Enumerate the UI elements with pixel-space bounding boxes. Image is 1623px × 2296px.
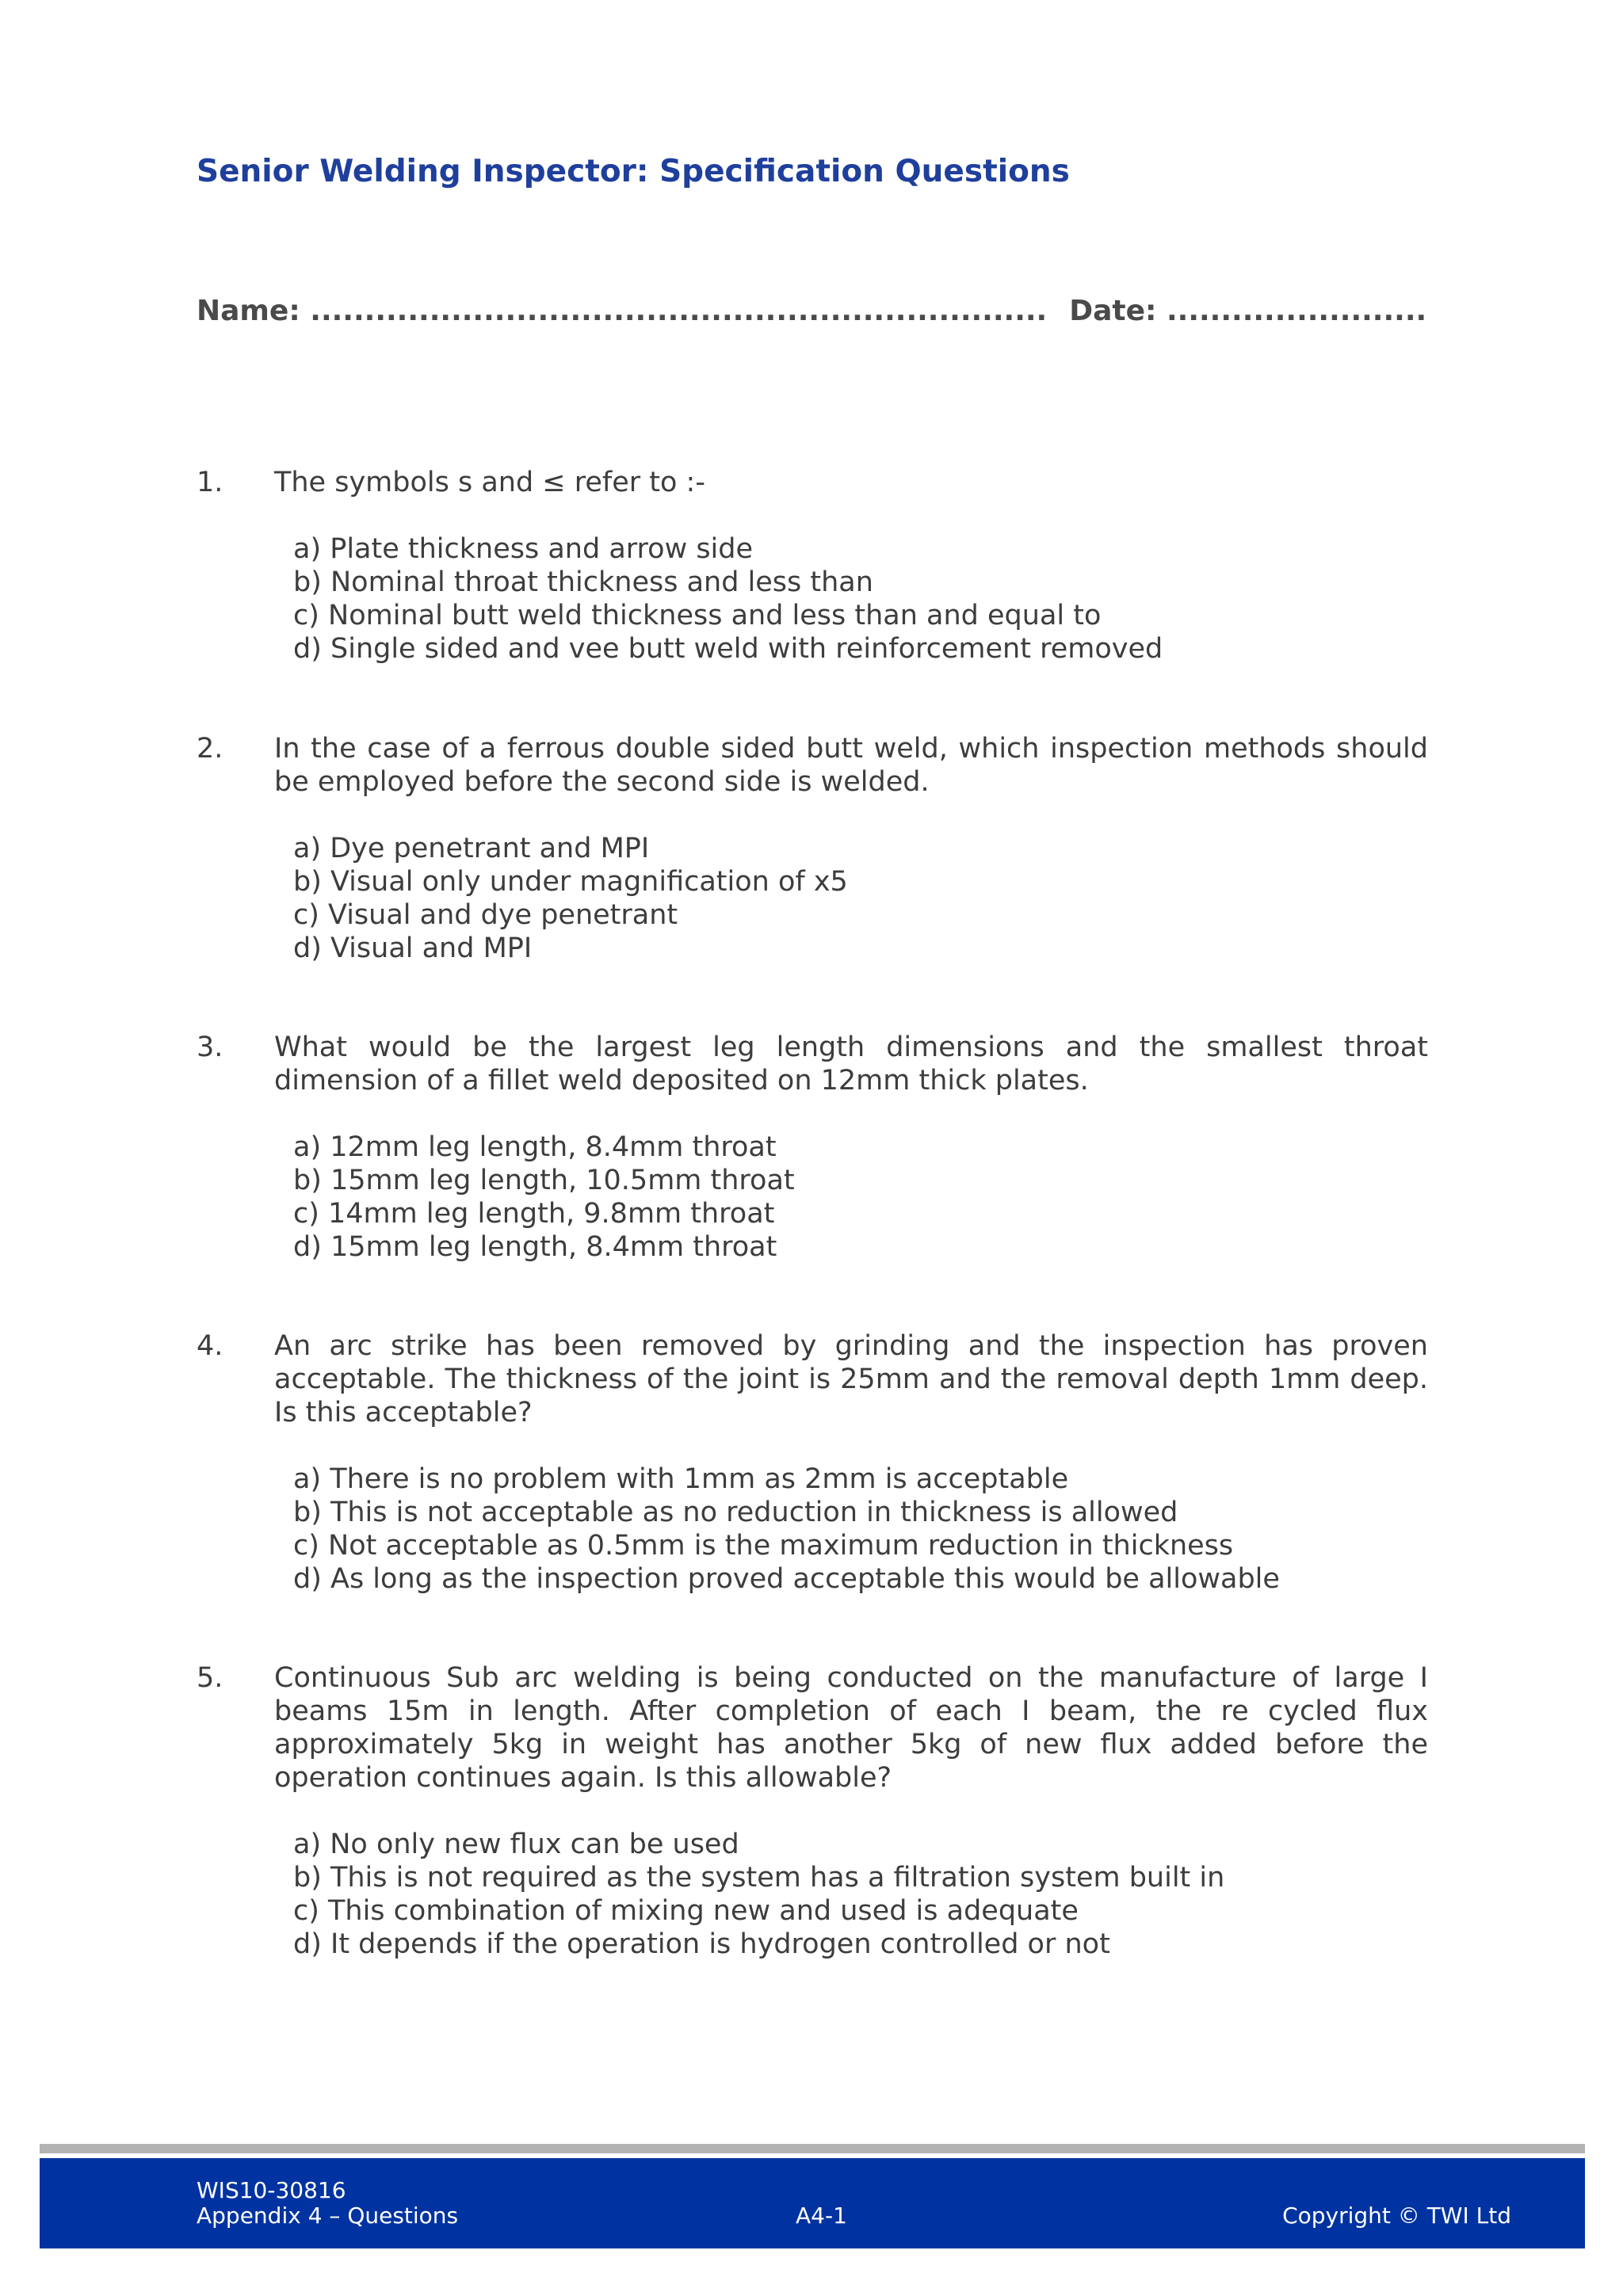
date-field-label: Date: ........................ [1069,295,1427,327]
option-b: b) This is not acceptable as no reduction in thickness is allowed [293,1497,1178,1528]
question-number: 5. [197,1662,223,1694]
option-d: d) Visual and MPI [293,933,533,964]
name-field-label: Name: .................................................................... [197,295,1048,327]
question-number: 3. [197,1032,223,1063]
question-text: What would be the largest leg length dimensions and the smallest throat dimension of a fillet weld deposited on 12mm thick plates. [274,1032,1428,1097]
option-c: c) This combination of mixing new and used is adequate [293,1895,1079,1927]
answer-options [293,832,848,965]
option-b: b) 15mm leg length, 10.5mm throat [293,1165,795,1196]
option-b: b) This is not required as the system has a filtration system built in [293,1862,1225,1894]
option-c: c) Visual and dye penetrant [293,899,678,931]
option-b: b) Visual only under magnification of x5 [293,866,848,898]
answer-options [293,1828,1224,1961]
question-number: 2. [197,733,223,765]
footer-divider [40,2144,1585,2153]
question-text: The symbols s and ≤ refer to :- [274,467,705,498]
option-a: a) 12mm leg length, 8.4mm throat [293,1131,777,1163]
option-a: a) There is no problem with 1mm as 2mm is acceptable [293,1463,1069,1495]
footer-doc-code: WIS10-30816 [197,2177,346,2203]
footer-page-number: A4-1 [796,2203,847,2229]
page-footer [40,2158,1585,2248]
option-c: c) 14mm leg length, 9.8mm throat [293,1198,775,1230]
answer-options [293,532,1163,666]
option-a: a) Plate thickness and arrow side [293,533,754,565]
question-number: 4. [197,1330,223,1362]
answer-options [293,1463,1280,1596]
option-c: c) Not acceptable as 0.5mm is the maximum reduction in thickness [293,1530,1234,1562]
option-d: d) Single sided and vee butt weld with reinforcement removed [293,633,1163,665]
name-date-row [197,295,1426,327]
footer-copyright: Copyright © TWI Ltd [1282,2203,1511,2229]
option-b: b) Nominal throat thickness and less than [293,566,873,598]
question-number: 1. [197,467,223,498]
option-d: d) It depends if the operation is hydrogen controlled or not [293,1928,1110,1960]
footer-appendix: Appendix 4 – Questions [197,2203,459,2229]
option-d: d) As long as the inspection proved acceptable this would be allowable [293,1563,1280,1595]
answer-options [293,1131,795,1264]
question-text: An arc strike has been removed by grinding and the inspection has proven acceptable. The thickness of the joint is 25mm and the removal depth 1mm deep. Is this acceptable? [274,1330,1428,1428]
question-text: In the case of a ferrous double sided butt weld, which inspection methods should be employed before the second side is welded. [274,733,1428,798]
page-title: Senior Welding Inspector: Specification Questions [197,154,1070,189]
option-c: c) Nominal butt weld thickness and less than and equal to [293,600,1102,631]
option-a: a) Dye penetrant and MPI [293,833,650,864]
question-text: Continuous Sub arc welding is being conducted on the manufacture of large I beams 15m in length. After completion of each I beam, the re cycled flux approximately 5kg in weight has another 5kg of new flux added before the operation continues again. Is this allowable? [274,1662,1428,1794]
option-d: d) 15mm leg length, 8.4mm throat [293,1231,777,1263]
option-a: a) No only new flux can be used [293,1829,739,1860]
